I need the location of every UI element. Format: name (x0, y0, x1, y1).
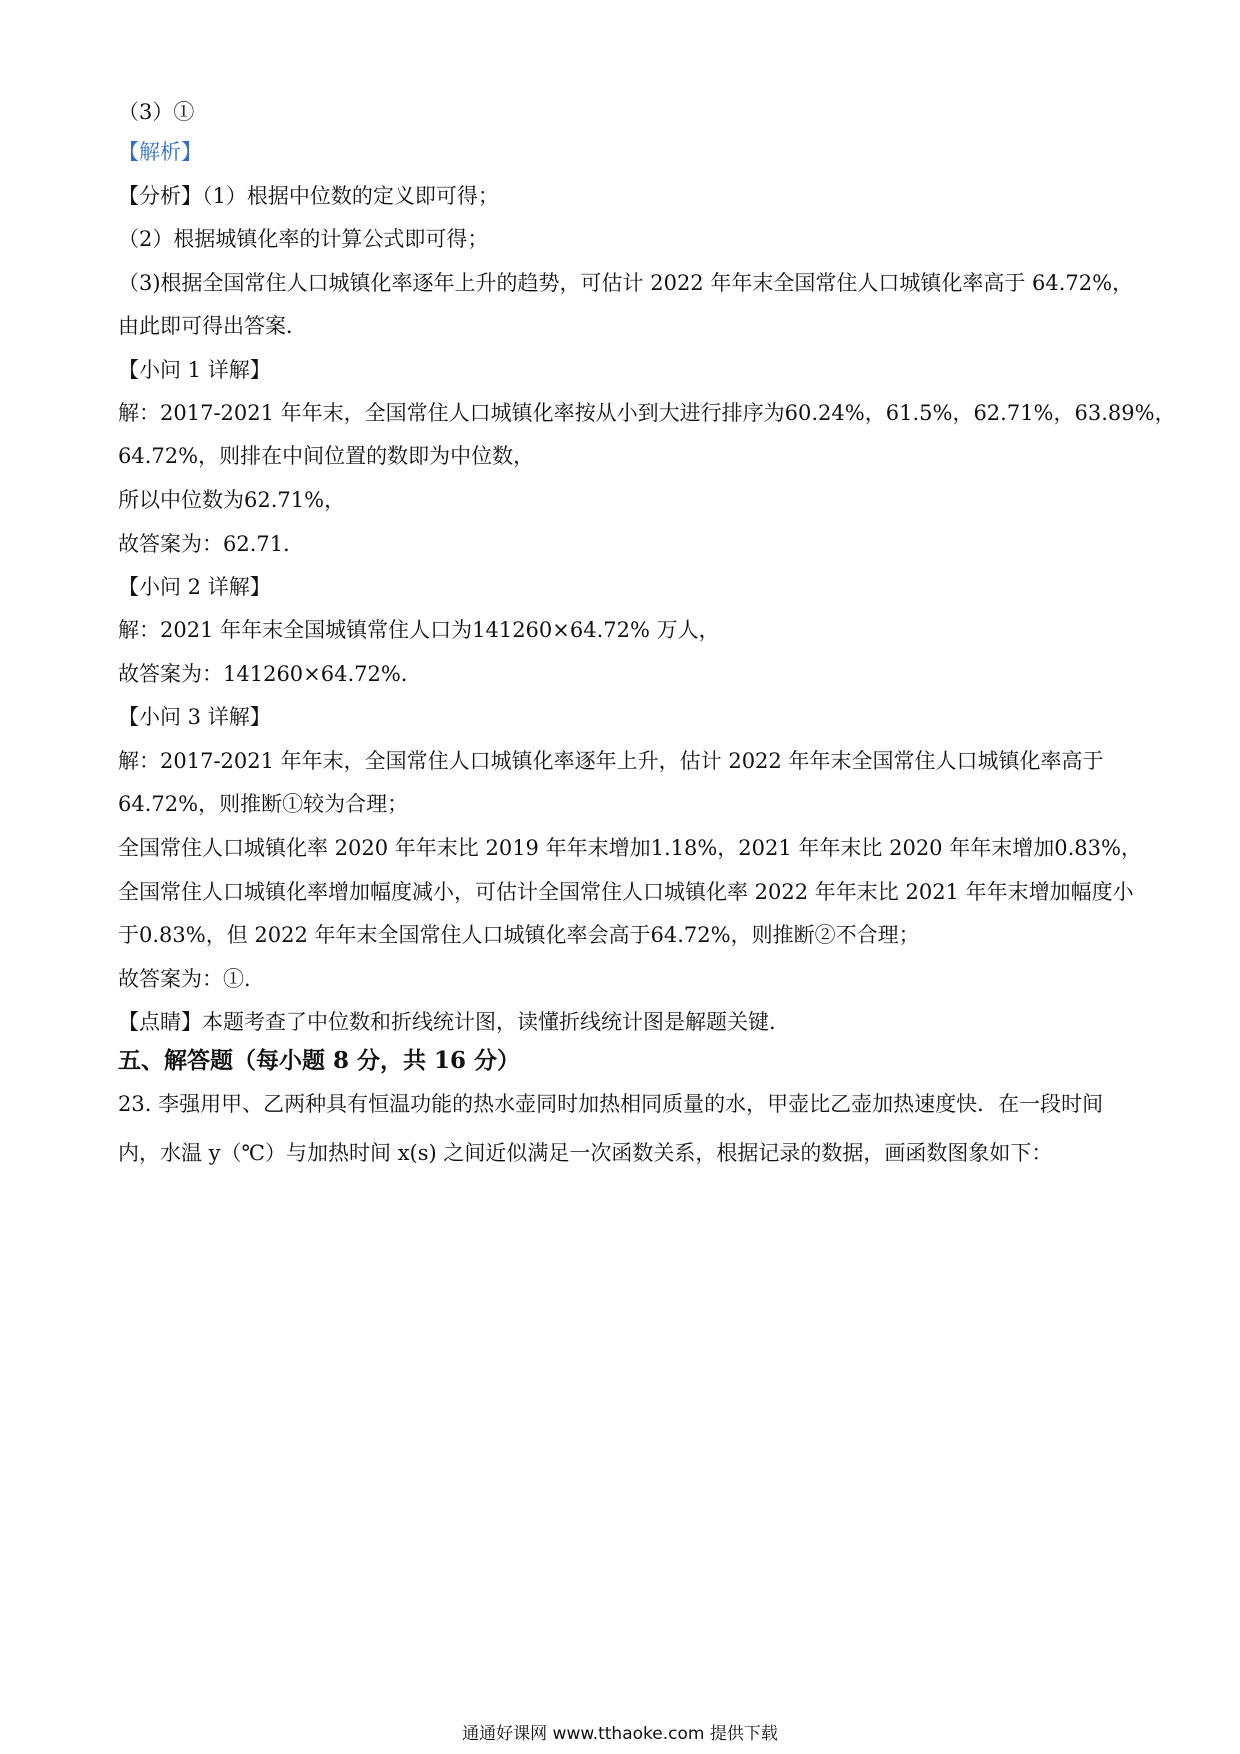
question-23-line-2: 内，水温 y（℃）与加热时间 x(s) 之间近似满足一次函数关系，根据记录的数据，画函数图象如下： (118, 1141, 1053, 1165)
solution-3-line-4: 全国常住人口城镇化率增加幅度减小，可估计全国常住人口城镇化率 2022 年年末比 2021 年年末增加幅度小 (118, 880, 1134, 904)
solution-2-answer: 故答案为：141260×64.72%． (118, 662, 422, 686)
solution-3-line-5: 于0.83%，但 2022 年年末全国常住人口城镇化率会高于64.72%，则推断②不合理； (118, 923, 920, 947)
solution-2-line-1: 解：2021 年年末全国城镇常住人口为141260×64.72% 万人， (118, 618, 720, 642)
solution-1-line-1: 解：2017-2021 年年末，全国常住人口城镇化率按从小到大进行排序为60.24%，61.5%，62.71%，63.89%， (118, 401, 1176, 425)
question-23-line-1: 23. 李强用甲、乙两种具有恒温功能的热水壶同时加热相同质量的水，甲壶比乙壶加热速度快．在一段时间 (118, 1092, 1104, 1116)
page-footer: 通通好课网 www.tthaoke.com 提供下载 (462, 1724, 778, 1744)
solution-3-line-2: 64.72%，则推断①较为合理； (118, 792, 409, 816)
solution-1-answer: 故答案为：62.71． (118, 532, 305, 556)
solution-1-line-3: 所以中位数为62.71%， (118, 488, 346, 512)
solution-1-line-2: 64.72%，则排在中间位置的数即为中位数， (118, 444, 535, 468)
sub-question-1-heading: 【小问 1 详解】 (118, 358, 271, 382)
comment-line: 【点睛】本题考查了中位数和折线统计图，读懂折线统计图是解题关键． (118, 1010, 790, 1034)
analysis-line-2: （2）根据城镇化率的计算公式即可得； (118, 227, 489, 251)
solution-3-line-3: 全国常住人口城镇化率 2020 年年末比 2019 年年末增加1.18%，2021 年年末比 2020 年年末增加0.83%， (118, 836, 1142, 860)
section-5-heading: 五、解答题（每小题 8 分，共 16 分） (118, 1047, 521, 1074)
analysis-line-4: 由此即可得出答案． (118, 314, 307, 338)
sub-question-2-heading: 【小问 2 详解】 (118, 575, 271, 599)
answer-part-3: （3）① (118, 100, 195, 124)
analysis-line-3: （3)根据全国常住人口城镇化率逐年上升的趋势，可估计 2022 年年末全国常住人口城镇化率高于 64.72%， (118, 271, 1134, 295)
section-analysis-heading: 【解析】 (118, 140, 202, 164)
solution-3-answer: 故答案为：①． (118, 967, 265, 991)
sub-question-3-heading: 【小问 3 详解】 (118, 705, 271, 729)
solution-3-line-1: 解：2017-2021 年年末，全国常住人口城镇化率逐年上升，估计 2022 年年末全国常住人口城镇化率高于 (118, 749, 1104, 773)
analysis-line-1: 【分析】（1）根据中位数的定义即可得； (118, 184, 499, 208)
